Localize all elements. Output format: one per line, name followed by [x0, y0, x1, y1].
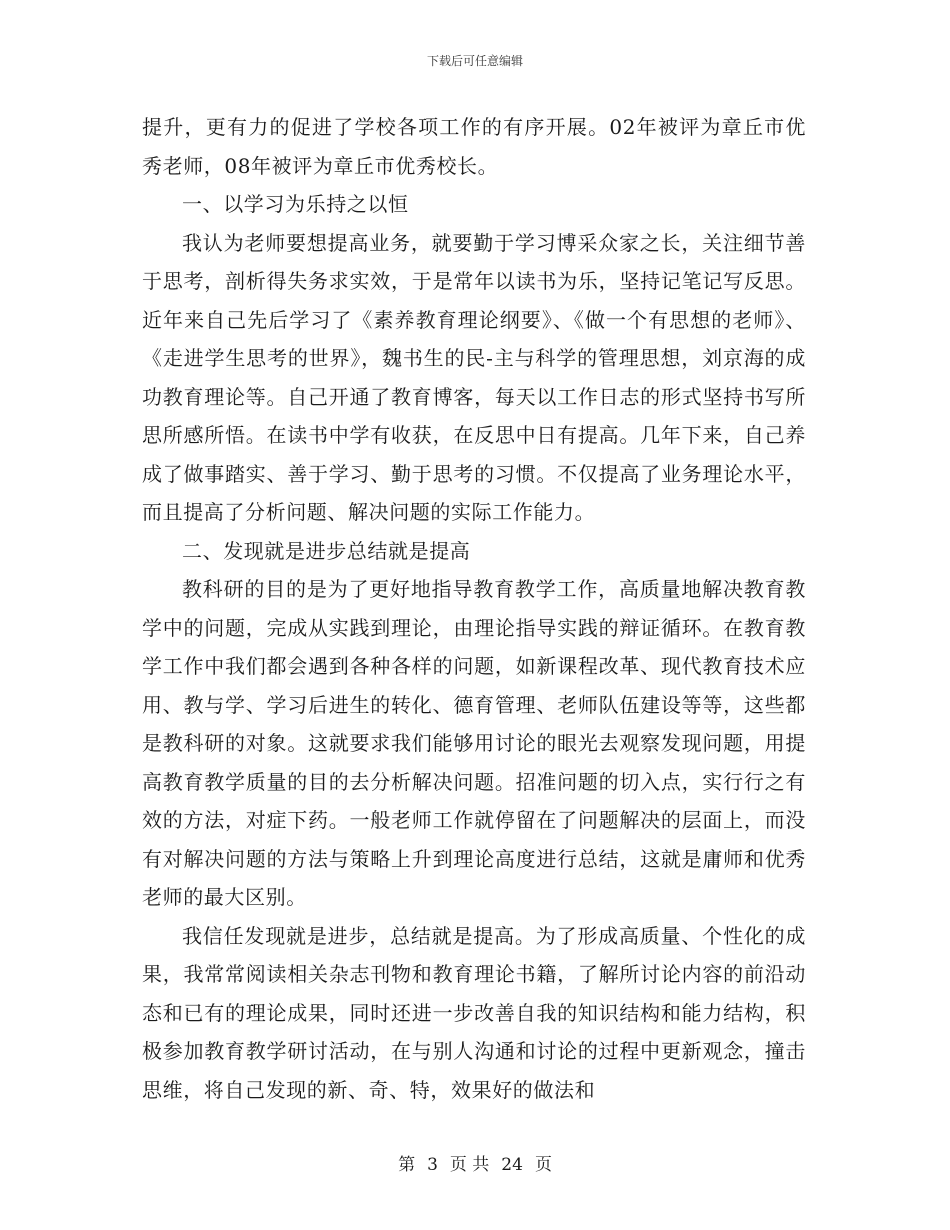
- footer-total-pages: 24: [501, 1155, 523, 1175]
- body-text: [142, 108, 806, 1109]
- paragraph-continuation: 提升，更有力的促进了学校各项工作的有序开展。02年被评为章丘市优秀老师，08年被评为章丘市优秀校长。: [142, 115, 806, 178]
- footer-page-number: 3: [427, 1155, 438, 1175]
- footer-prefix: 第: [398, 1155, 416, 1175]
- section-heading-1: 一、以学习为乐持之以恒: [182, 192, 409, 216]
- footer-middle: 页 共: [449, 1155, 490, 1175]
- page-footer: [0, 1154, 950, 1176]
- page-header: 下载后可任意编辑: [426, 54, 523, 68]
- paragraph: 我信任发现就是进步，总结就是提高。为了形成高质量、个性化的成果，我常常阅读相关杂志刊物和教育理论书籍，了解所讨论内容的前沿动态和已有的理论成果，同时还进一步改善自我的知识结构和能力结构，积极参加教育教学研讨活动，在与别人沟通和讨论的过程中更新观念，撞击思维，将自己发现的新、奇、特，效果好的做法和: [142, 923, 806, 1102]
- paragraph: 教科研的目的是为了更好地指导教育教学工作，高质量地解决教育教学中的问题，完成从实践到理论，由理论指导实践的辩证循环。在教育教学工作中我们都会遇到各种各样的问题，如新课程改革、现代教育技术应用、教与学、学习后进生的转化、德育管理、老师队伍建设等等，这些都是教科研的对象。这就要求我们能够用讨论的眼光去观察发现问题，用提高教育教学质量的目的去分析解决问题。招准问题的切入点，实行行之有效的方法，对症下药。一般老师工作就停留在了问题解决的层面上，而没有对解决问题的方法与策略上升到理论高度进行总结，这就是庸师和优秀老师的最大区别。: [142, 577, 806, 909]
- section-heading-2: 二、发现就是进步总结就是提高: [182, 538, 471, 563]
- paragraph: 我认为老师要想提高业务，就要勤于学习博采众家之长，关注细节善于思考，剖析得失务求实效，于是常年以读书为乐，坚持记笔记写反思。近年来自己先后学习了《素养教育理论纲要》、《做一个有思想的老师》、《走进学生思考的世界》，魏书生的民-主与科学的管理思想，刘京海的成功教育理论等。自己开通了教育博客，每天以工作日志的形式坚持书写所思所感所悟。在读书中学有收获，在反思中日有提高。几年下来，自己养成了做事踏实、善于学习、勤于思考的习惯。不仅提高了业务理论水平，而且提高了分析问题、解决问题的实际工作能力。: [142, 230, 806, 524]
- footer-suffix: 页: [534, 1155, 552, 1175]
